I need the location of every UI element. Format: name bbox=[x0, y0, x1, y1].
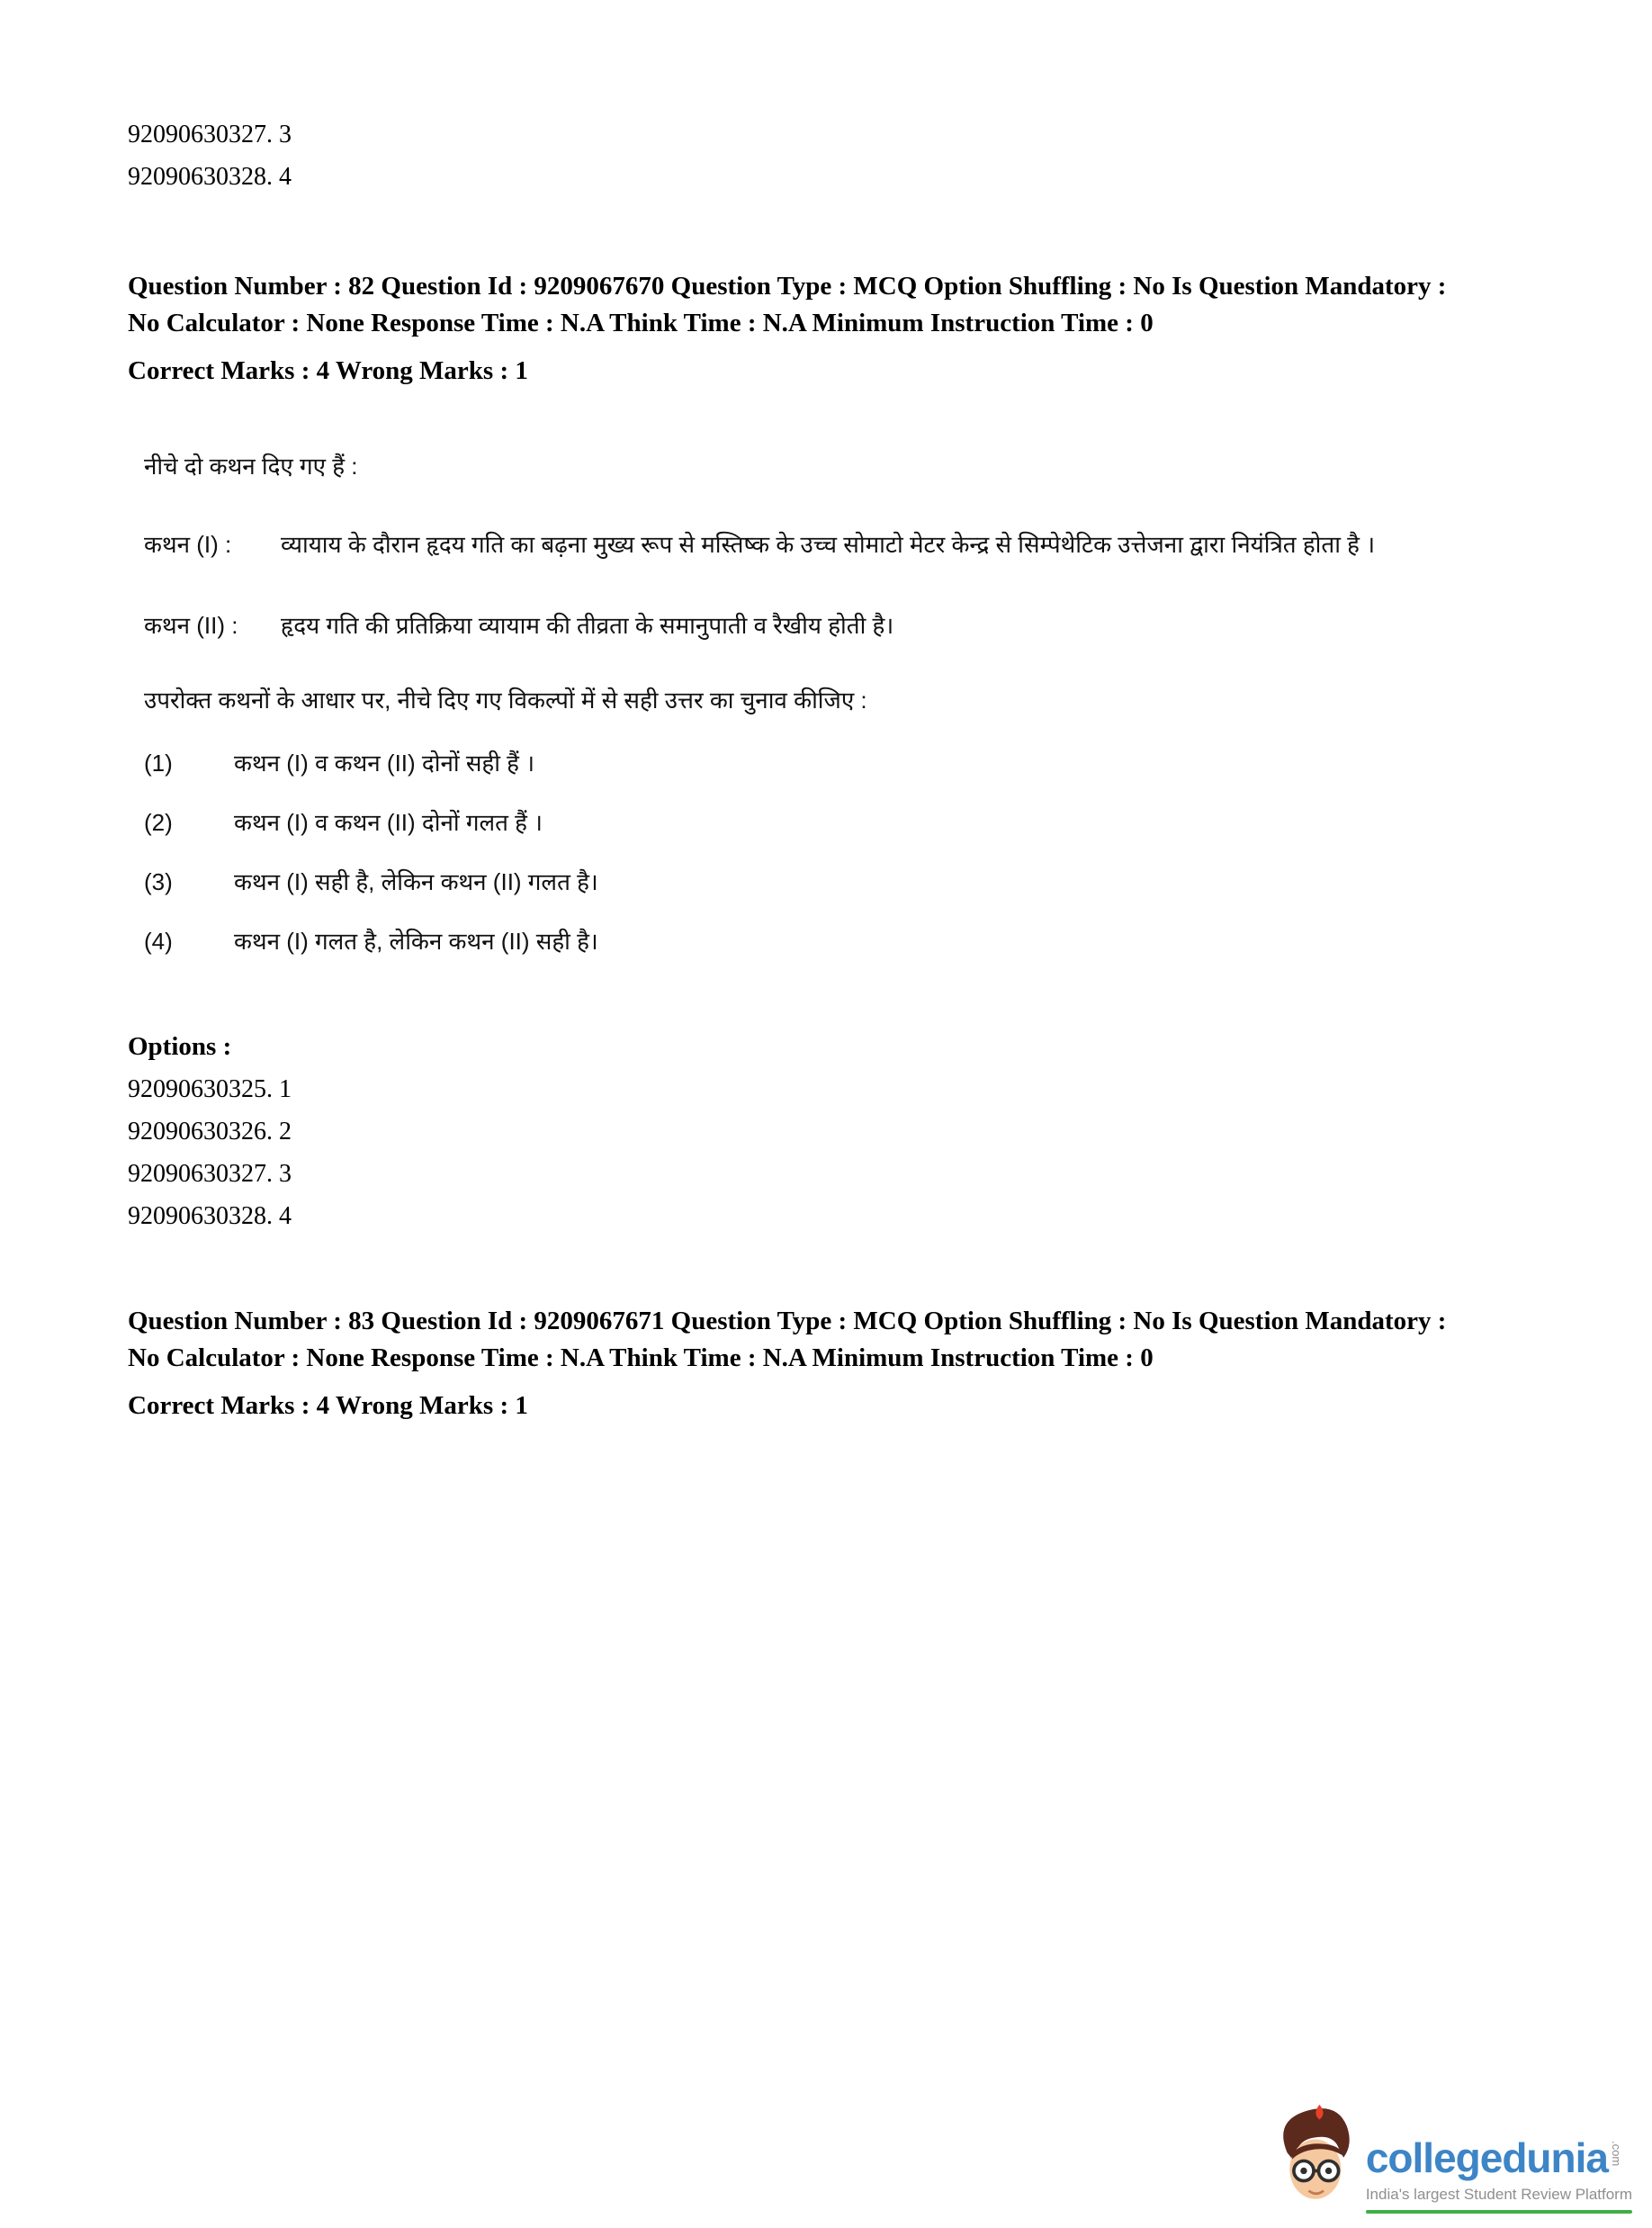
statement-2 bbox=[144, 603, 1431, 648]
statement-1 bbox=[144, 522, 1431, 567]
brand-row bbox=[1366, 2135, 1632, 2180]
choice-2-text: कथन (I) व कथन (II) दोनों गलत हैं । bbox=[234, 809, 543, 836]
choose-instruction: उपरोक्त कथनों के आधार पर, नीचे दिए गए विकल्पों में से सही उत्तर का चुनाव कीजिए : bbox=[144, 687, 867, 714]
green-accent-bar bbox=[1366, 2210, 1632, 2214]
statement-2-text: हृदय गति की प्रतिक्रिया व्यायाम की तीव्रता के समानुपाती व रैखीय होती है। bbox=[281, 612, 894, 639]
question-83-marks: Correct Marks : 4 Wrong Marks : 1 bbox=[128, 1391, 528, 1420]
option-id-line: 92090630328. 4 bbox=[128, 1202, 292, 1230]
question-intro: नीचे दो कथन दिए गए हैं : bbox=[144, 453, 358, 480]
question-83-meta: Question Number : 83 Question Id : 9209067671 Question Type : MCQ Option Shuffling : No Is Question Mandatory : No Calculator : None Response Time : N.A Think Time : N.A Minimum Instruction Time : 0 bbox=[128, 1307, 1447, 1372]
choice-3-text: कथन (I) सही है, लेकिन कथन (II) गलत है। bbox=[234, 868, 598, 895]
choice-1 bbox=[144, 747, 1431, 779]
choice-1-number: (1) bbox=[144, 750, 173, 777]
options-label: Options : bbox=[128, 1032, 232, 1061]
brand-domain: .com bbox=[1610, 2141, 1623, 2167]
collegedunia-logo bbox=[1272, 2101, 1632, 2214]
question-82-body bbox=[144, 450, 1431, 984]
statement-1-text: व्यायाय के दौरान हृदय गति का बढ़ना मुख्य रूप से मस्तिष्क के उच्च सोमाटो मेटर केन्द्र से सिम्पेथेटिक उत्तेजना द्वारा नियंत्रित होता है । bbox=[281, 531, 1376, 558]
statement-2-label: कथन (II) : bbox=[144, 612, 238, 639]
choice-3 bbox=[144, 866, 1431, 898]
question-82-marks: Correct Marks : 4 Wrong Marks : 1 bbox=[128, 356, 528, 385]
choice-2 bbox=[144, 806, 1431, 839]
statement-1-label: कथन (I) : bbox=[144, 531, 232, 558]
option-id-line: 92090630326. 2 bbox=[128, 1118, 292, 1145]
choice-1-text: कथन (I) व कथन (II) दोनों सही हैं । bbox=[234, 750, 535, 777]
choice-4-text: कथन (I) गलत है, लेकिन कथन (II) सही है। bbox=[234, 928, 598, 955]
question-82-meta: Question Number : 82 Question Id : 9209067670 Question Type : MCQ Option Shuffling : No Is Question Mandatory : No Calculator : None Response Time : N.A Think Time : N.A Minimum Instruction Time : 0 bbox=[128, 272, 1447, 337]
choice-2-number: (2) bbox=[144, 809, 173, 836]
option-id-line: 92090630328. 4 bbox=[128, 163, 292, 191]
choice-4 bbox=[144, 925, 1431, 957]
brand-name: collegedunia bbox=[1365, 2134, 1608, 2181]
previous-question-options bbox=[128, 113, 292, 198]
choice-3-number: (3) bbox=[144, 868, 173, 895]
question-82-options bbox=[128, 1026, 292, 1237]
collegedunia-mascot-icon bbox=[1272, 2101, 1355, 2214]
question-82-header bbox=[128, 268, 1447, 390]
brand-tagline: India's largest Student Review Platform bbox=[1365, 2186, 1632, 2203]
option-id-line: 92090630325. 1 bbox=[128, 1075, 292, 1103]
option-id-line: 92090630327. 3 bbox=[128, 121, 292, 148]
logo-text-block bbox=[1366, 2135, 1632, 2214]
choice-4-number: (4) bbox=[144, 928, 173, 955]
option-id-line: 92090630327. 3 bbox=[128, 1160, 292, 1188]
question-83-header bbox=[128, 1303, 1447, 1424]
